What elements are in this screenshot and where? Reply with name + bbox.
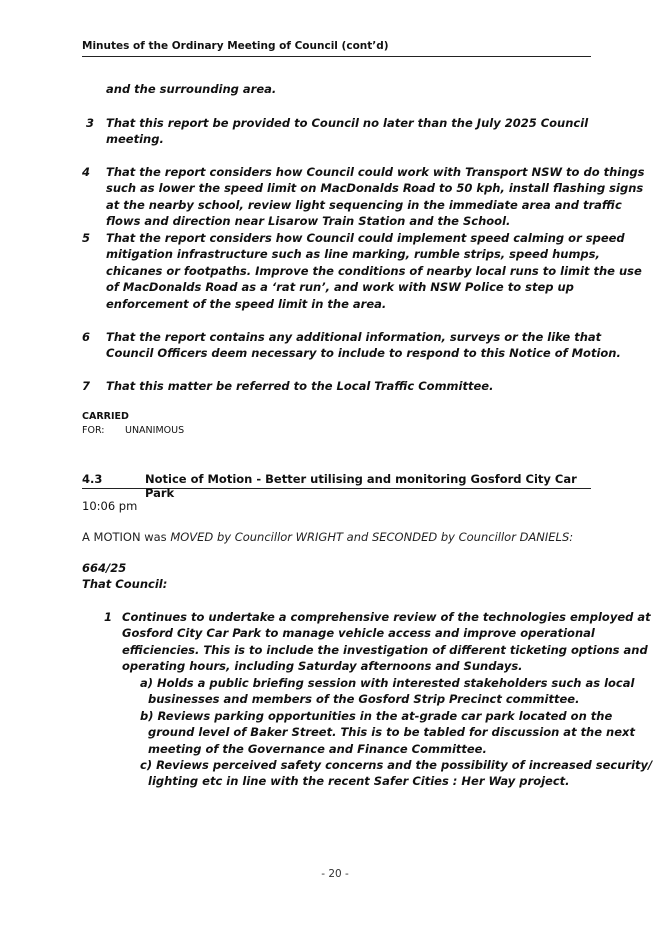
item-line: such as lower the speed limit on MacDonalds Road to 50 kph, install flashing signs: [106, 181, 644, 196]
sub-item-line: c) Reviews perceived safety concerns and the possibility of increased security/: [140, 758, 653, 772]
item-line: at the nearby school, review light sequencing in the immediate area and traffic: [106, 197, 622, 212]
item-line: meeting.: [106, 132, 164, 147]
item-line: Council Officers deem necessary to include to respond to this Notice of Motion.: [106, 346, 621, 361]
item-line: operating hours, including Saturday afternoons and Sundays.: [122, 659, 523, 674]
sub-item-c: [140, 757, 652, 790]
list-item: [106, 115, 588, 148]
vote-for-value: UNANIMOUS: [125, 425, 185, 436]
item-line: chicanes or footpaths. Improve the conditions of nearby local runs to limit the use: [106, 263, 642, 278]
sub-item-a: [140, 675, 634, 708]
item-line: That the report considers how Council could work with Transport NSW to do things: [106, 165, 645, 179]
sub-item-line: businesses and members of the Gosford Strip Precinct committee.: [148, 692, 580, 707]
item-line: That the report contains any additional information, surveys or the like that: [106, 330, 602, 344]
resolution-intro: That Council:: [82, 577, 168, 591]
list-item: [106, 164, 645, 230]
item-line: enforcement of the speed limit in the area.: [106, 296, 387, 311]
motion-statement: [82, 529, 573, 545]
sub-item-line: meeting of the Governance and Finance Committee.: [148, 741, 487, 756]
item-line: mitigation infrastructure such as line marking, rumble strips, speed humps,: [106, 247, 600, 262]
item-line: Gosford City Car Park to manage vehicle access and improve operational: [122, 626, 595, 641]
sub-item-line: a) Holds a public briefing session with interested stakeholders such as local: [140, 676, 635, 690]
item-line: That this matter be referred to the Local Traffic Committee.: [106, 379, 494, 393]
item-number: 6: [82, 330, 91, 344]
motion-prefix: A MOTION was: [82, 530, 171, 544]
sub-item-line: lighting etc in line with the recent Safer Cities : Her Way project.: [148, 774, 570, 789]
carried-label: CARRIED: [82, 411, 129, 422]
list-item: [122, 609, 651, 675]
item-line: efficiencies. This is to include the investigation of different ticketing options and: [122, 642, 648, 657]
item-line: That this report be provided to Council no later than the July 2025 Council: [106, 116, 589, 130]
resolution-number: 664/25: [82, 561, 127, 575]
sub-item-b: [140, 708, 635, 757]
item-number: 1: [104, 610, 113, 624]
list-item: [106, 378, 493, 394]
motion-movers: MOVED by Councillor WRIGHT and SECONDED by Councillor DANIELS:: [170, 530, 574, 544]
item-number: 4: [82, 165, 91, 179]
continuation-text: and the surrounding area.: [106, 82, 277, 96]
list-item: [106, 329, 621, 362]
page-number: - 20 -: [321, 868, 349, 880]
section-title: Notice of Motion - Better utilising and monitoring Gosford City Car Park: [145, 472, 577, 500]
page-header: Minutes of the Ordinary Meeting of Council (cont’d): [82, 40, 591, 57]
item-number: 3: [86, 116, 95, 130]
item-line: Continues to undertake a comprehensive review of the technologies employed at: [122, 610, 651, 624]
item-line: That the report considers how Council could implement speed calming or speed: [106, 231, 625, 245]
item-number: 7: [82, 379, 91, 393]
item-line: of MacDonalds Road as a ‘rat run’, and work with NSW Police to step up: [106, 280, 574, 295]
sub-item-line: ground level of Baker Street. This is to be tabled for discussion at the next: [148, 725, 635, 740]
list-item: [106, 230, 642, 312]
meeting-time: 10:06 pm: [82, 499, 138, 513]
section-heading: [82, 472, 591, 500]
sub-item-line: b) Reviews parking opportunities in the at-grade car park located on the: [140, 709, 613, 723]
section-number: 4.3: [82, 472, 103, 486]
item-number: 5: [82, 231, 91, 245]
vote-for-label: FOR:: [82, 425, 105, 436]
item-line: flows and direction near Lisarow Train Station and the School.: [106, 214, 511, 229]
